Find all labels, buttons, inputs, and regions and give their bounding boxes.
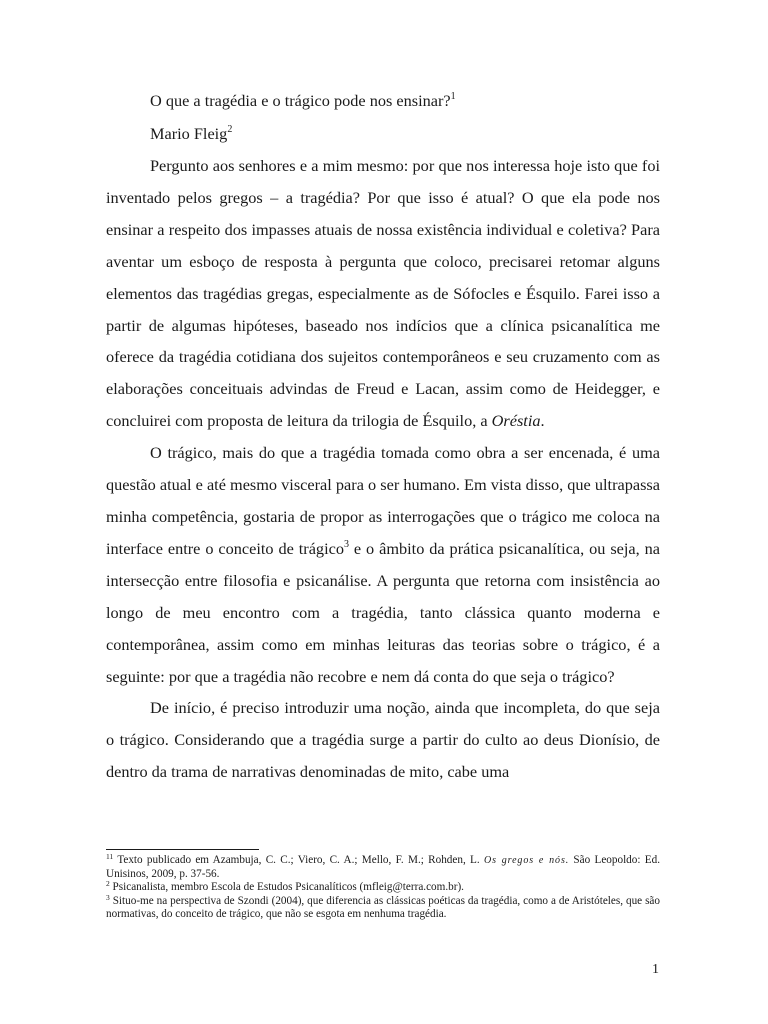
- footnotes: [106, 854, 660, 922]
- footnote-3-marker: 3: [106, 892, 110, 902]
- paragraph-2-text-b: e o âmbito da prática psicanalítica, ou seja, na intersecção entre filosofia e psicanálise. A pergunta que retorna com insistência ao longo de meu encontro com a tragédia, tanto clássica quanto moderna e contemporânea, assim como em minhas leituras das teorias sobre o trágico, é a seguinte: por que a tragédia não recobre e nem dá conta do que seja o trágico?: [106, 538, 661, 686]
- page-number: 1: [652, 962, 659, 977]
- footnote-1-rest: São Leopoldo: Ed. Unisinos, 2009, p. 37-56.: [106, 854, 660, 880]
- footnote-1: [106, 854, 660, 881]
- author-text: Mario Fleig: [150, 124, 228, 143]
- paragraph-2-footnote-marker[interactable]: 3: [343, 538, 349, 550]
- title-footnote-marker[interactable]: 1: [450, 91, 456, 102]
- title-text: O que a tragédia e o trágico pode nos ensinar?: [150, 91, 451, 110]
- paragraph-2-text-a: O trágico, mais do que a tragédia tomada como obra a ser encenada, é uma questão atual e até mesmo visceral para o ser humano. Em vista disso, que ultrapassa minha competência, gostaria de propor as interrogações que o trágico me coloca na interface entre o conceito de trágico: [106, 443, 660, 558]
- footnote-1-work-title: Os gregos e nós.: [483, 855, 570, 866]
- document-title: [150, 91, 456, 111]
- paragraph-3: De início, é preciso introduzir uma noção, ainda que incompleta, do que seja o trágico. Considerando que a tragédia surge a partir do culto ao deus Dionísio, de dentro da trama de narrativas denominadas de mito, cabe uma: [106, 698, 660, 782]
- footnote-3-text: Situo-me na perspectiva de Szondi (2004), que diferencia as clássicas poéticas da tragédia, como a de Aristóteles, que são normativas, do conceito de trágico, que não se esgota em nenhuma tragédia.: [106, 894, 660, 921]
- footnote-3: [106, 892, 660, 922]
- footnote-2: [106, 881, 660, 895]
- footnote-1-text: Texto publicado em Azambuja, C. C.; Viero, C. A.; Mello, F. M.; Rohden, L.: [113, 854, 484, 866]
- footnote-2-text: Psicanalista, membro Escola de Estudos Psicanalíticos (mfleig@terra.com.br).: [109, 881, 464, 894]
- work-title-oresteia: Oréstia: [491, 411, 541, 431]
- footnote-2-marker: 2: [106, 879, 110, 889]
- author-name: [150, 124, 232, 144]
- paragraph-1: [106, 150, 660, 437]
- footnote-divider: [106, 849, 259, 850]
- author-footnote-marker[interactable]: 2: [227, 124, 233, 135]
- footnote-1-marker: 11: [106, 852, 114, 861]
- body-text: [106, 150, 660, 788]
- paragraph-1-end: .: [540, 411, 545, 431]
- paragraph-2: [106, 437, 660, 692]
- paragraph-1-text: Pergunto aos senhores e a mim mesmo: por que nos interessa hoje isto que foi inventado pelos gregos – a tragédia? Por que isso é atual? O que ela pode nos ensinar a respeito dos impasses atuais de nossa existência individual e coletiva? Para aventar um esboço de resposta à pergunta que coloco, precisarei retomar alguns elementos das tragédias gregas, especialmente as de Sófocles e Ésquilo. Farei isso a partir de algumas hipóteses, baseado nos indícios que a clínica psicanalítica me oferece da tragédia cotidiana dos sujeitos contemporâneos e seu cruzamento com as elaborações conceituais advindas de Freud e Lacan, assim como de Heidegger, e concluirei com proposta de leitura da trilogia de Ésquilo, a: [106, 156, 660, 431]
